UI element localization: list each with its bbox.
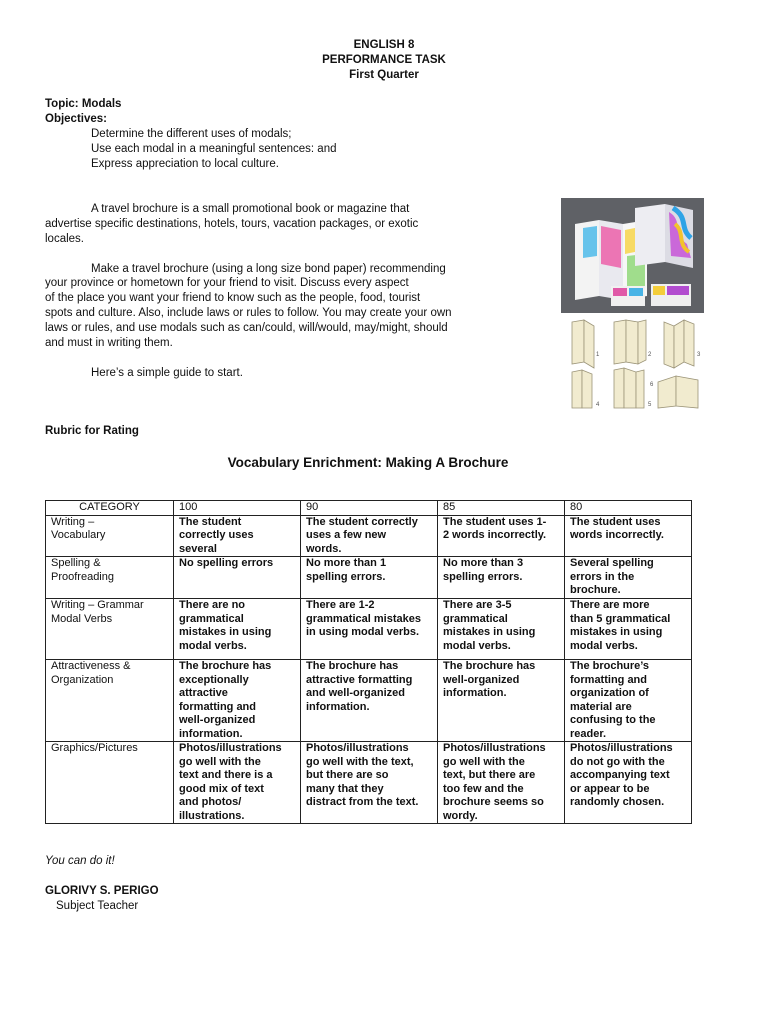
category-line: Organization	[51, 673, 114, 686]
rating-line: text, but there are	[443, 769, 536, 781]
category-line: Writing –	[51, 515, 95, 528]
rating-line: The brochure has	[306, 660, 399, 672]
column-header-100: 100	[174, 501, 301, 516]
rating-line: There are 3-5	[443, 599, 512, 611]
rating-line: No more than 1	[306, 557, 387, 569]
rating-line: Photos/illustrations	[443, 742, 546, 754]
fold-number: 6	[650, 382, 654, 388]
fold-number: 2	[648, 352, 652, 358]
rating-line: text and there is a	[179, 769, 273, 781]
rating-line: wordy.	[443, 809, 478, 822]
category-cell	[46, 660, 174, 742]
rating-line: but there are so	[306, 769, 389, 781]
rating-line: information.	[179, 727, 243, 740]
rating-line: illustrations.	[179, 809, 245, 822]
rating-line: accompanying text	[570, 769, 670, 781]
rating-line: The brochure’s	[570, 660, 650, 672]
rating-line: spelling errors.	[306, 570, 386, 583]
fold-number: 5	[648, 402, 652, 408]
objective-item: Use each modal in a meaningful sentences: and	[91, 143, 337, 155]
rating-line: The student	[179, 515, 242, 528]
rating-line: than 5 grammatical	[570, 612, 671, 625]
rating-line: too few and the	[443, 782, 524, 795]
doc-task-title: PERFORMANCE TASK	[322, 54, 446, 66]
rubric-table	[45, 500, 692, 824]
rating-line: and photos/	[179, 796, 242, 808]
table-row	[46, 660, 692, 742]
rating-line: mistakes in using	[570, 626, 663, 638]
rating-line: grammatical	[179, 612, 244, 625]
rating-line: modal verbs.	[179, 639, 247, 652]
rating-line: Photos/illustrations	[570, 742, 673, 754]
rating-line: material are	[570, 700, 632, 713]
brochure-fold-diagrams	[566, 318, 704, 410]
column-header-85: 85	[438, 501, 565, 516]
rating-cell	[174, 742, 301, 824]
rating-cell	[174, 557, 301, 599]
rating-line: The student uses 1-	[443, 515, 547, 528]
rating-cell	[565, 515, 692, 557]
rating-line: mistakes in using	[179, 626, 272, 638]
rating-line: Photos/illustrations	[306, 742, 409, 754]
rating-line: modal verbs.	[570, 639, 638, 652]
rating-cell	[438, 599, 565, 660]
rating-line: reader.	[570, 727, 607, 740]
rating-line: do not go with the	[570, 755, 665, 768]
rating-line: The brochure has	[443, 660, 536, 672]
category-cell	[46, 742, 174, 824]
rating-cell	[438, 660, 565, 742]
column-header-category: CATEGORY	[46, 501, 174, 516]
rating-line: 2 words incorrectly.	[443, 529, 547, 541]
rating-line: There are 1-2	[306, 599, 375, 611]
rating-line: The brochure has	[179, 660, 272, 672]
rubric-table-title: Vocabulary Enrichment: Making A Brochure	[227, 455, 509, 470]
rating-line: modal verbs.	[443, 639, 511, 652]
column-header-90: 90	[301, 501, 438, 516]
rating-line: attractive	[179, 687, 228, 699]
rating-line: grammatical mistakes	[306, 612, 421, 625]
rating-line: brochure seems so	[443, 796, 544, 808]
rating-line: correctly uses	[179, 529, 254, 541]
rating-line: No more than 3	[443, 557, 524, 569]
instructions-paragraph-line: your province or hometown for your friend to visit. Discuss every aspect	[45, 277, 409, 289]
table-row	[46, 599, 692, 660]
rating-line: information.	[443, 687, 507, 699]
rating-line: go well with the text,	[306, 755, 414, 768]
doc-subject: ENGLISH 8	[353, 39, 415, 51]
rating-line: well-organized	[179, 714, 256, 726]
rating-line: go well with the	[443, 755, 525, 768]
table-row	[46, 515, 692, 557]
rating-line: exceptionally	[179, 673, 249, 686]
teacher-name: GLORIVY S. PERIGO	[45, 885, 159, 897]
rating-cell	[301, 557, 438, 599]
rating-line: words.	[306, 542, 342, 555]
intro-paragraph-line: advertise specific destinations, hotels, tours, vacation packages, or exotic	[45, 218, 419, 230]
rating-line: organization of	[570, 687, 649, 699]
instructions-paragraph-line: laws or rules, and use modals such as can/could, will/would, may/might, should	[45, 322, 448, 334]
fold-number: 3	[697, 352, 701, 358]
topic-heading: Topic: Modals	[45, 98, 122, 110]
rating-line: well-organized	[443, 673, 520, 686]
category-cell	[46, 557, 174, 599]
rating-line: brochure.	[570, 584, 621, 596]
category-line: Attractiveness &	[51, 660, 131, 672]
rating-line: attractive formatting	[306, 673, 413, 686]
rating-line: distract from the text.	[306, 796, 419, 808]
category-line: Modal Verbs	[51, 612, 113, 625]
category-line: Graphics/Pictures	[51, 742, 138, 754]
intro-paragraph-line: A travel brochure is a small promotional book or magazine that	[91, 203, 410, 215]
instructions-paragraph-line: of the place you want your friend to know such as the people, food, tourist	[45, 292, 421, 304]
rating-cell	[438, 557, 565, 599]
rating-cell	[301, 599, 438, 660]
rating-line: uses a few new	[306, 529, 387, 541]
category-cell	[46, 515, 174, 557]
table-row	[46, 742, 692, 824]
rating-line: or appear to be	[570, 782, 650, 795]
table-row	[46, 557, 692, 599]
closing-remark: You can do it!	[45, 855, 115, 867]
rating-line: formatting and	[179, 700, 256, 713]
rating-line: confusing to the	[570, 714, 656, 726]
rating-cell	[565, 742, 692, 824]
rating-line: randomly chosen.	[570, 796, 665, 808]
column-header-80: 80	[565, 501, 692, 516]
rating-cell	[565, 660, 692, 742]
category-line: Proofreading	[51, 570, 114, 583]
rating-line: spelling errors.	[443, 570, 523, 583]
rating-line: several	[179, 542, 217, 555]
teacher-title: Subject Teacher	[56, 900, 139, 912]
objectives-heading: Objectives:	[45, 113, 107, 125]
table-header-row	[46, 501, 692, 516]
fold-number: 4	[596, 402, 600, 408]
rating-line: information.	[306, 700, 370, 713]
rating-cell	[174, 660, 301, 742]
instructions-paragraph-line: and must in writing them.	[45, 337, 173, 349]
rating-cell	[565, 599, 692, 660]
rating-line: good mix of text	[179, 782, 264, 795]
category-cell	[46, 599, 174, 660]
fold-number: 1	[596, 352, 600, 358]
rating-cell	[301, 742, 438, 824]
rating-line: go well with the	[179, 755, 261, 768]
intro-paragraph-line: locales.	[45, 233, 84, 245]
rating-line: There are no	[179, 599, 246, 611]
rating-line: many that they	[306, 782, 384, 795]
rating-line: grammatical	[443, 612, 508, 625]
rating-cell	[565, 557, 692, 599]
rating-line: mistakes in using	[443, 626, 536, 638]
rating-line: The student uses	[570, 515, 661, 528]
guide-paragraph: Here’s a simple guide to start.	[91, 367, 243, 379]
rating-line: in using modal verbs.	[306, 626, 420, 638]
rating-line: There are more	[570, 599, 650, 611]
category-line: Spelling &	[51, 557, 101, 569]
rating-line: No spelling errors	[179, 557, 274, 569]
rubric-table-body	[46, 515, 692, 824]
rating-line: Several spelling	[570, 557, 654, 569]
rating-line: formatting and	[570, 673, 647, 686]
instructions-paragraph-line: Make a travel brochure (using a long size bond paper) recommending	[91, 263, 446, 275]
instructions-paragraph-line: spots and culture. Also, include laws or rules to follow. You may create your own	[45, 307, 452, 319]
rating-cell	[174, 515, 301, 557]
rating-line: The student correctly	[306, 515, 418, 528]
objective-item: Express appreciation to local culture.	[91, 158, 279, 170]
rating-cell	[174, 599, 301, 660]
category-line: Writing – Grammar	[51, 599, 144, 611]
category-line: Vocabulary	[51, 529, 106, 541]
doc-quarter: First Quarter	[349, 69, 419, 81]
rating-cell	[301, 660, 438, 742]
brochure-sample-image	[561, 198, 704, 313]
rating-line: errors in the	[570, 570, 635, 583]
rating-cell	[301, 515, 438, 557]
rating-line: and well-organized	[306, 687, 406, 699]
rating-cell	[438, 515, 565, 557]
objective-item: Determine the different uses of modals;	[91, 128, 292, 140]
rating-line: words incorrectly.	[570, 529, 664, 541]
rating-cell	[438, 742, 565, 824]
rating-line: Photos/illustrations	[179, 742, 282, 754]
rubric-heading: Rubric for Rating	[45, 425, 139, 437]
